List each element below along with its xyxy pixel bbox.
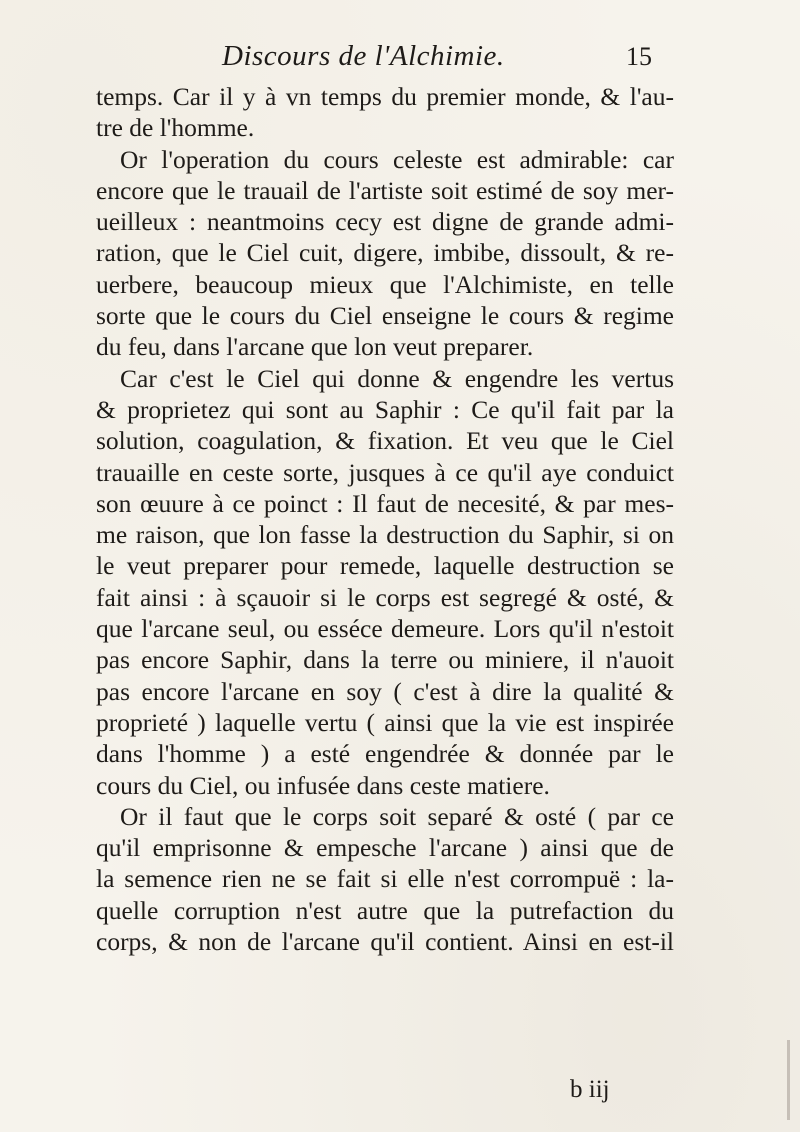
text-line: proprieté ) laquelle vertu ( ainsi que la vie est inspirée [96,707,674,737]
page-number: 15 [626,42,652,71]
text-line: quelle corruption n'est autre que la putrefaction du [96,895,674,925]
running-title: Discours de l'Alchimie. [222,40,505,72]
text-line: Or l'operation du cours celeste est admirable: car [120,144,674,174]
text-line: la semence rien ne se fait si elle n'est corrompuë : la- [96,864,674,894]
text-line: fait ainsi : à sçauoir si le corps est segregé & osté, & [96,582,674,612]
text-line: le veut preparer pour remede, laquelle destruction se [96,551,674,581]
text-line: tre de l'homme. [96,113,255,143]
text-line: sorte que le cours du Ciel enseigne le cours & regime [96,301,674,331]
text-line: du feu, dans l'arcane que lon veut preparer. [96,332,534,362]
text-line: ration, que le Ciel cuit, digere, imbibe, dissoult, & re- [96,238,674,268]
text-line: Or il faut que le corps soit separé & osté ( par ce [120,801,674,831]
text-line: trauaille en ceste sorte, jusques à ce qu'il aye conduict [96,457,674,487]
text-line: pas encore Saphir, dans la terre ou miniere, il n'auoit [96,645,674,675]
signature-mark: b iij [570,1076,610,1103]
text-line: son œuure à ce poinct : Il faut de necesité, & par mes- [96,488,674,518]
text-line: & proprietez qui sont au Saphir : Ce qu'il fait par la [96,394,674,424]
text-line: cours du Ciel, ou infusée dans ceste matiere. [96,770,550,800]
text-line: encore que le trauail de l'artiste soit estimé de soy mer- [96,175,674,205]
text-line: solution, coagulation, & fixation. Et veu que le Ciel [96,426,674,456]
page-edge-mark [787,1040,790,1120]
text-line: corps, & non de l'arcane qu'il contient. Ainsi en est-il [96,927,674,957]
text-line: que l'arcane seul, ou esséce demeure. Lors qu'il n'estoit [96,614,674,644]
text-line: dans l'homme ) a esté engendrée & donnée par le [96,739,674,769]
text-line: qu'il emprisonne & empesche l'arcane ) ainsi que de [96,833,674,863]
running-head [0,38,800,78]
text-line: pas encore l'arcane en soy ( c'est à dire la qualité & [96,676,674,706]
text-line: temps. Car il y à vn temps du premier monde, & l'au- [96,82,674,111]
text-line: uerbere, beaucoup mieux que l'Alchimiste, en telle [96,269,674,299]
text-body [96,81,674,957]
text-line: me raison, que lon fasse la destruction du Saphir, si on [96,520,674,550]
text-line: ueilleux : neantmoins cecy est digne de grande admi- [96,207,674,237]
text-line: Car c'est le Ciel qui donne & engendre les vertus [120,363,674,393]
